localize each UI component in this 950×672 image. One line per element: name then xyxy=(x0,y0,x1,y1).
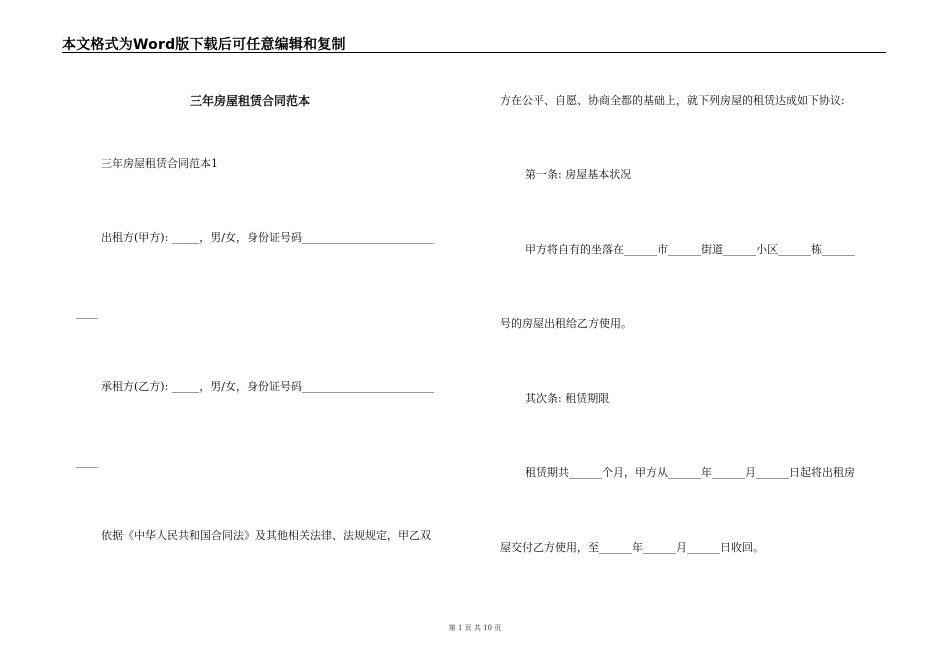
page-number-footer: 第 1 页 共 10 页 xyxy=(448,624,502,632)
clause-2-heading: 其次条: 租赁期限 xyxy=(525,392,610,405)
right-column xyxy=(500,0,890,672)
paragraph-lessor: 出租方(甲方): _____，男/女，身份证号码________________________ xyxy=(101,231,434,244)
paragraph-agreement-intro: 方在公平、自愿、协商全都的基础上，就下列房屋的租赁达成如下协议: xyxy=(500,94,845,107)
clause-1-location: 甲方将自有的坐落在______市______街道______小区______栋______ xyxy=(525,243,855,256)
page-header-title: 本文格式为Word版下载后可任意编辑和复制 xyxy=(62,37,346,53)
paragraph-lessor-continued: ____ xyxy=(76,306,98,319)
paragraph-legal-basis: 依据《中华人民共和国合同法》及其他相关法律、法规规定，甲乙双 xyxy=(101,529,431,542)
paragraph-contract-number: 三年房屋租赁合同范本1 xyxy=(101,157,218,170)
clause-2-term-continued: 屋交付乙方使用，至______年______月______日收回。 xyxy=(500,541,764,554)
clause-1-heading: 第一条: 房屋基本状况 xyxy=(525,168,632,181)
left-column xyxy=(76,0,466,672)
paragraph-lessee: 承租方(乙方): _____，男/女，身份证号码________________________ xyxy=(101,380,434,393)
document-title: 三年房屋租赁合同范本 xyxy=(190,94,311,108)
paragraph-lessee-continued: ____ xyxy=(76,455,98,468)
clause-1-location-continued: 号的房屋出租给乙方使用。 xyxy=(500,317,632,330)
clause-2-term: 租赁期共______个月，甲方从______年______月______日起将出租房 xyxy=(525,466,855,479)
